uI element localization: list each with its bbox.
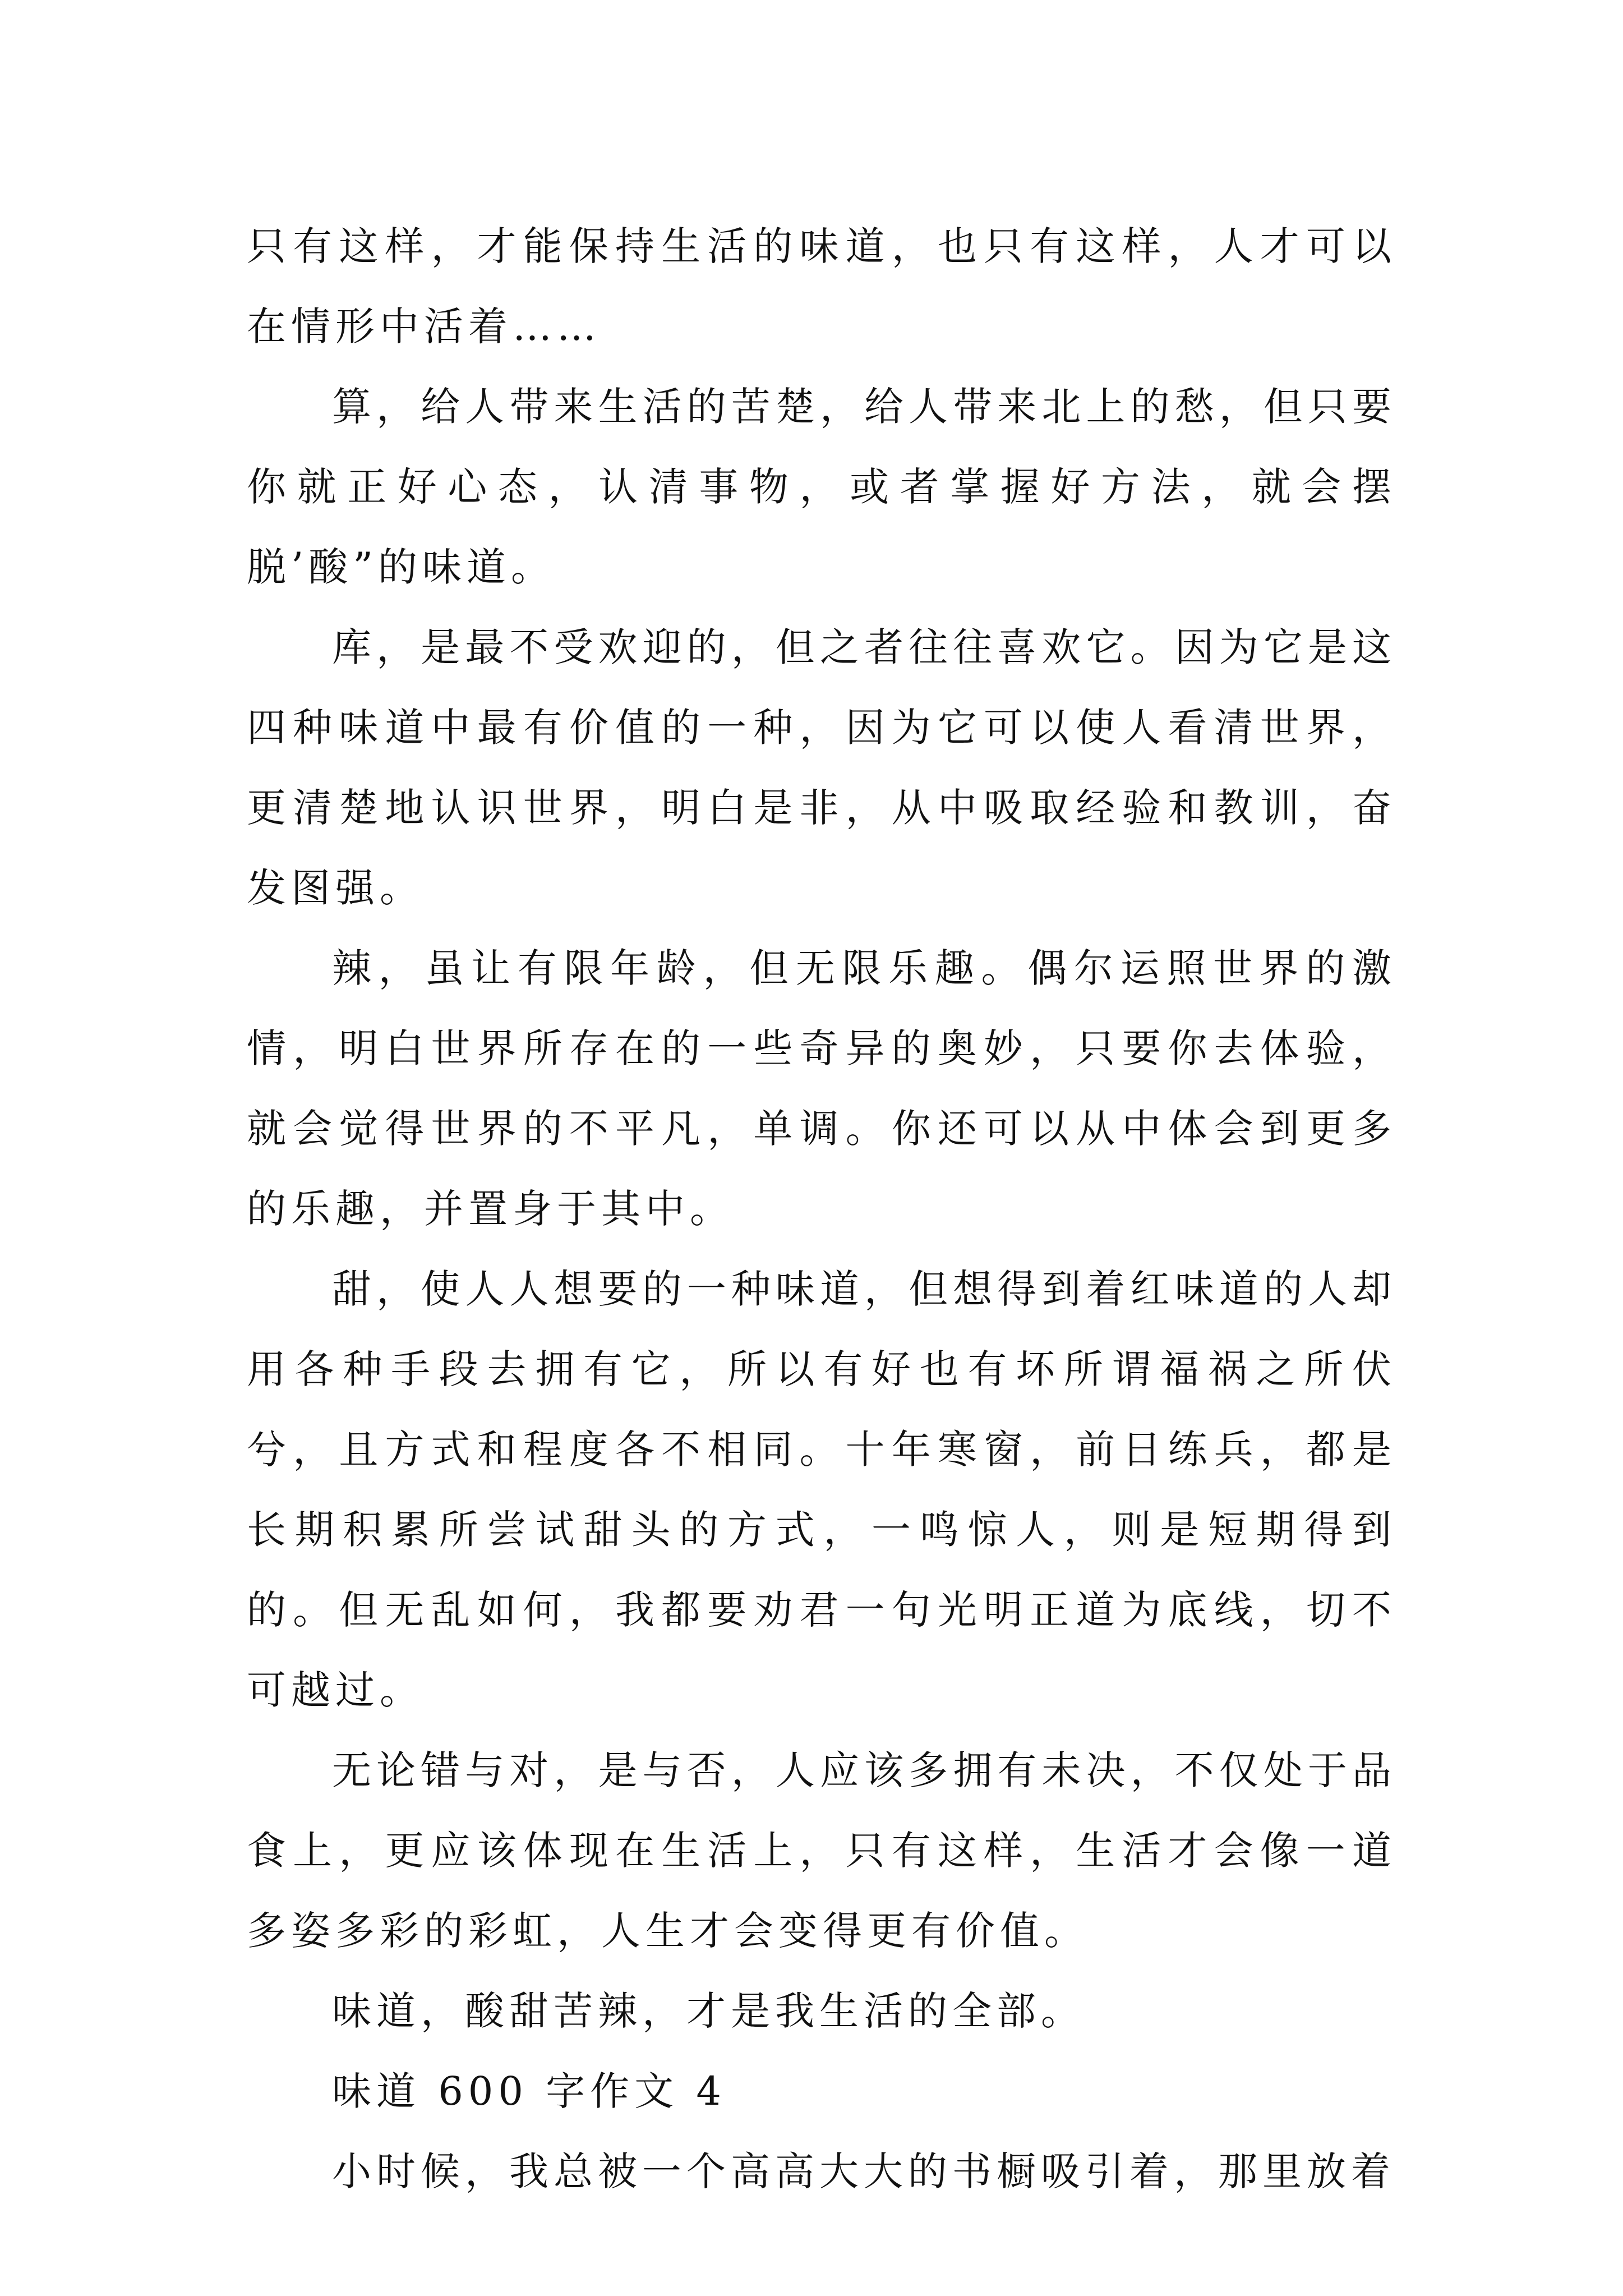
paragraph-continuation: 只有这样，才能保持生活的味道，也只有这样，人才可以在情形中活着…… (247, 223, 1396, 349)
paragraph-spicy: 辣，虽让有限年龄，但无限乐趣。偶尔运照世界的激情，明白世界所存在的一些奇异的奥妙，只要你去体验，就会觉得世界的不平凡，单调。你还可以从中体会到更多的乐趣，并置身于其中。 (247, 945, 1396, 1232)
document-body (247, 206, 1396, 2212)
paragraph-sour: 算，给人带来生活的苦楚，给人带来北上的愁，但只要你就正好心态，认清事物，或者掌握好方法，就会摆脱’酸”的味道。 (247, 384, 1396, 590)
paragraph-sweet: 甜，使人人想要的一种味道，但想得到着红味道的人却用各种手段去拥有它，所以有好也有坏所谓福祸之所伏兮，且方式和程度各不相同。十年寒窗，前日练兵，都是长期积累所尝试甜头的方式，一鸣惊人，则是短期得到的。但无乱如何，我都要劝君一句光明正道为底线，切不可越过。 (247, 1266, 1396, 1713)
section-heading: 味道 600 字作文 4 (332, 2068, 726, 2114)
paragraph-bitter: 库，是最不受欢迎的，但之者往往喜欢它。因为它是这四种味道中最有价值的一种，因为它可以使人看清世界，更清楚地认识世界，明白是非，从中吸取经验和教训，奋发图强。 (247, 624, 1396, 911)
paragraph-conclusion: 无论错与对，是与否，人应该多拥有未决，不仅处于品食上，更应该体现在生活上，只有这样，生活才会像一道多姿多彩的彩虹，人生才会变得更有价值。 (247, 1747, 1396, 1954)
paragraph-essay4-start: 小时候，我总被一个高高大大的书橱吸引着，那里放着 (332, 2148, 1395, 2194)
paragraph-summary: 味道，酸甜苦辣，才是我生活的全部。 (332, 1988, 1085, 2034)
